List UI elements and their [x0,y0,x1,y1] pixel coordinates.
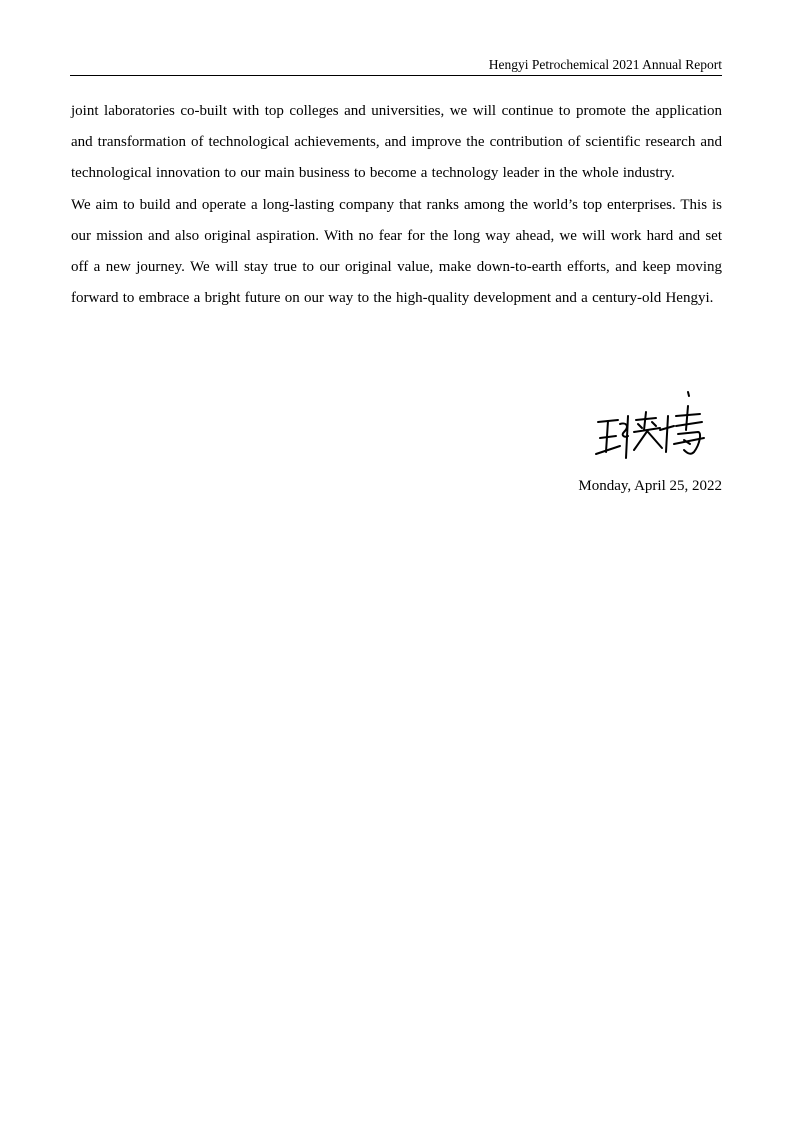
page-header [70,57,722,76]
report-title: Hengyi Petrochemical 2021 Annual Report [488,57,722,72]
letter-body [71,96,722,314]
signing-date: Monday, April 25, 2022 [578,478,722,494]
body-paragraph-2: We aim to build and operate a long-lasting company that ranks among the world’s top enterprises. This is our mission and also original aspiration. With no fear for the long way ahead, we will work hard and set off a new journey. We will stay true to our original value, make down-to-earth efforts, and keep moving forward to embrace a bright future on our way to the high-quality development and a century-old Hengyi. [71,196,722,307]
body-paragraph-1: joint laboratories co-built with top colleges and universities, we will continue to promote the application and transformation of technological achievements, and improve the contribution of scientific research and technological innovation to our main business to become a technology leader in the whole industry. [71,103,722,182]
handwritten-signature-icon [590,386,710,466]
